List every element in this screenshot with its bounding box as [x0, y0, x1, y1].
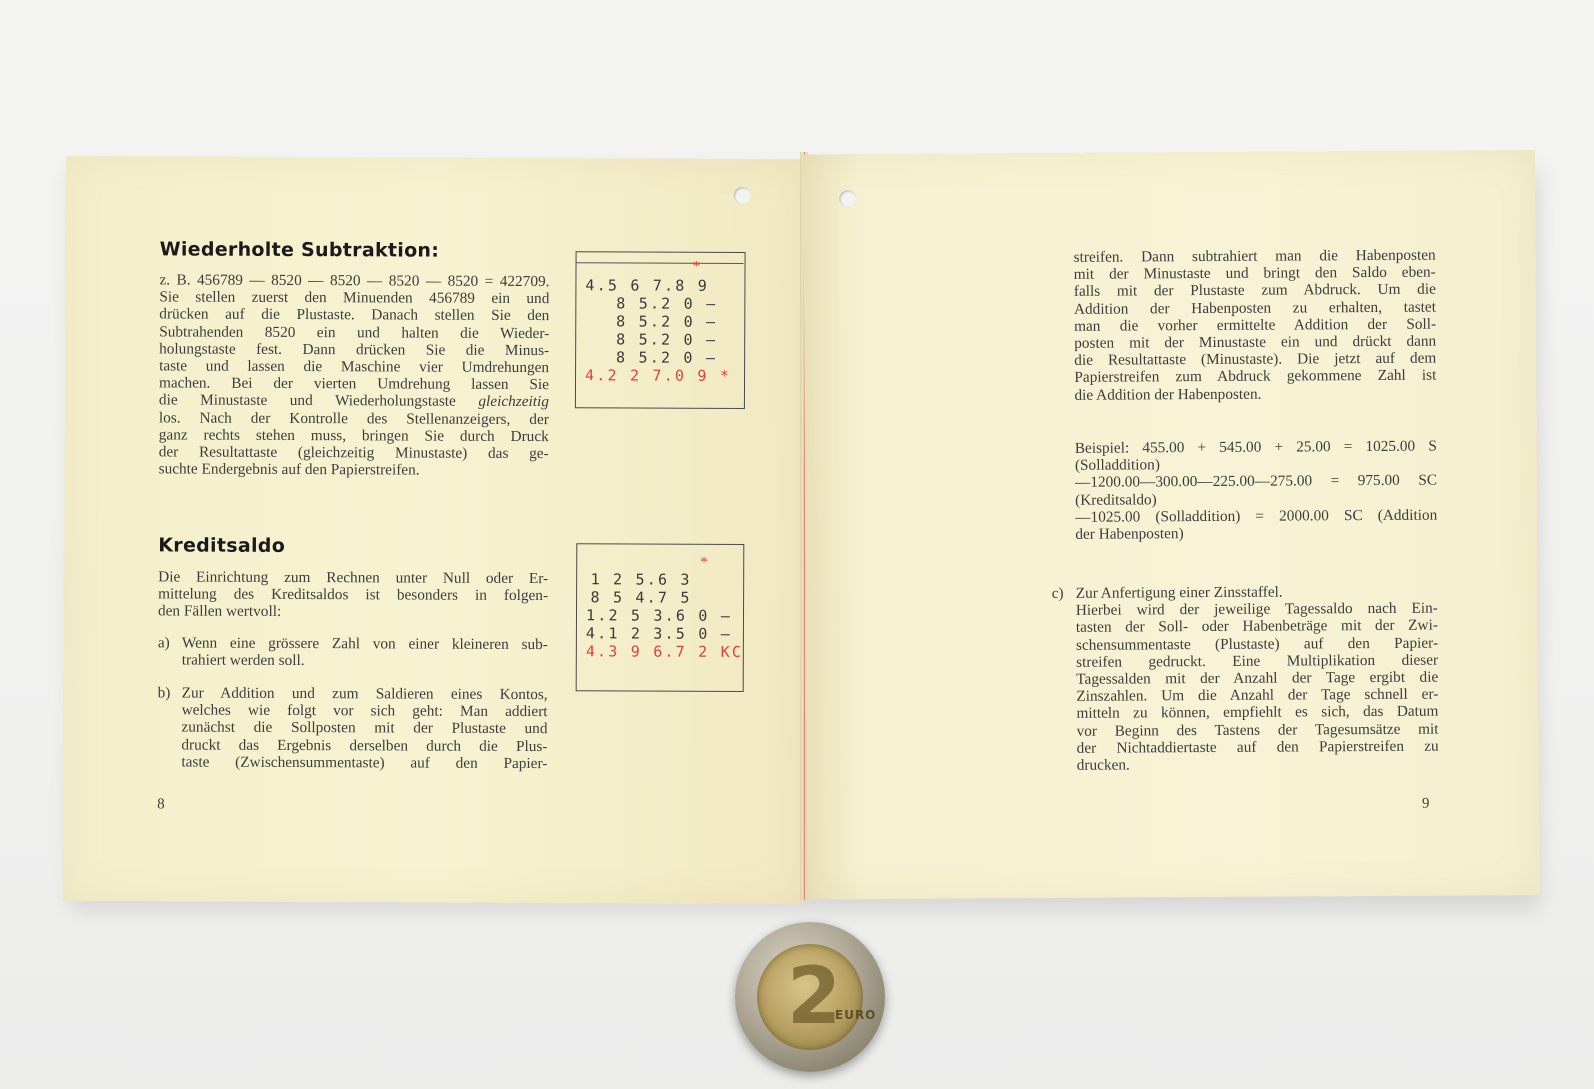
subtraction-paragraph [159, 271, 550, 479]
coin-label: EURO [835, 1008, 877, 1022]
punch-hole-right [839, 190, 856, 207]
list-marker: c) [1051, 584, 1064, 602]
left-page [63, 156, 806, 904]
text-line: Wenn eine grössere Zahl von einer kleineren sub- [181, 634, 548, 654]
text-line: Papierstreifen zum Abdruck gekommene Zahl ist [1074, 366, 1437, 387]
star-mark: * [692, 258, 701, 275]
text-line: (Solladdition) [1074, 456, 1160, 475]
text-line: die Addition der Habenposten. [1074, 385, 1262, 404]
text-line: drücken auf die Plustaste. Danach stellen Sie den [159, 305, 550, 325]
text-line: der Resultattaste (gleichzeitig Minustaste) das ge- [158, 443, 549, 462]
heading-subtraction: Wiederholte Subtraktion: [159, 238, 440, 262]
list-marker: a) [157, 634, 170, 652]
text-line: trahiert werden soll. [181, 651, 305, 670]
credit-intro [158, 568, 548, 621]
text-line: streifen. Dann subtrahiert man die Habenposten [1073, 246, 1436, 266]
text-line: (Kreditsaldo) [1075, 490, 1157, 509]
star-mark: * [700, 554, 708, 571]
text-line: Subtrahenden 8520 ein und halten die Wieder- [159, 322, 550, 342]
strip-result: 4.3 9 6.7 2 KC [585, 642, 744, 661]
strip-subtraction-lines [585, 276, 732, 385]
strip-line: 8 5.2 0 – [616, 330, 718, 349]
page-number-right: 9 [1421, 795, 1430, 812]
text-line: los. Nach der Kontrolle des Stellenanzeigers, der [158, 408, 549, 428]
text-line: Beispiel: 455.00 + 545.00 + 25.00 = 1025.00 S [1074, 437, 1437, 457]
text-line: Zur Addition und zum Saldieren eines Kontos, [181, 684, 548, 704]
list-item-c [1052, 583, 1439, 774]
page-number-left: 8 [157, 796, 165, 813]
text-line: posten mit der Minustaste ein und drückt dann [1074, 332, 1437, 352]
text-line: taste und lassen die Maschine vier Umdrehungen [159, 357, 550, 377]
text-fragment: die Minustaste und Wiederholungstaste [158, 391, 456, 411]
text-line: —1025.00 (Solladdition) = 2000.00 SC (Addition [1075, 506, 1438, 526]
text-line: Die Einrichtung zum Rechnen unter Null oder Er- [158, 568, 549, 588]
strip-line: 1 2 5.6 3 [590, 570, 715, 589]
text-line: druckt das Ergebnis derselben durch die Plus- [181, 736, 548, 755]
strip-result: 4.2 2 7.0 9 * [585, 366, 732, 385]
text-line: der Nichtaddiertaste auf den Papierstreifen zu [1076, 737, 1439, 757]
text-line: Tagessalden mit der Anzahl der Tage ergibt die [1076, 668, 1439, 688]
text-line: falls mit der Plustaste zum Abdruck. Um die [1073, 280, 1436, 301]
text-line: —1200.00—300.00—225.00—275.00 = 975.00 SC [1074, 471, 1438, 492]
text-line: Sie stellen zuerst den Minuenden 456789 ein und [159, 288, 550, 308]
coin-numeral: 2 [787, 952, 842, 1042]
punch-hole-left [734, 187, 751, 204]
heading-credit: Kreditsaldo [158, 534, 286, 557]
text-line: schensummentaste (Plustaste) auf den Papier- [1075, 634, 1439, 654]
text-line: tasten der Soll- oder Habenbeträge mit der Zwi- [1075, 616, 1438, 637]
text-line: holungstaste fest. Dann drücken Sie die Minus- [159, 340, 550, 359]
text-line: welches wie folgt vor sich geht: Man addiert [181, 701, 548, 721]
right-page [803, 150, 1540, 899]
list-item-a [158, 634, 548, 670]
text-line: mitteln zu können, empfiehlt es sich, das Datum [1076, 702, 1439, 723]
strip-line: 4.5 6 7.8 9 [585, 276, 732, 295]
text-line: zunächst die Sollposten mit der Plustaste und [181, 718, 548, 738]
text-line: streifen gedruckt. Eine Multiplikation dieser [1076, 651, 1439, 671]
text-line: den Fällen wertvoll: [157, 602, 282, 621]
text-line: machen. Bei der vierten Umdrehung lassen Sie [158, 374, 550, 394]
coin-center [757, 944, 877, 1050]
text-line: mit der Minustaste und bringt den Saldo eben- [1073, 263, 1436, 284]
strip-line: 8 5.2 0 – [616, 348, 718, 367]
strip-line: 8 5.2 0 – [616, 312, 718, 331]
text-line: drucken. [1076, 756, 1130, 774]
two-euro-coin [735, 922, 885, 1072]
text-line: Zur Anfertigung einer Zinsstaffel. [1075, 583, 1283, 602]
list-item-b [157, 684, 547, 772]
text-line: suchte Endergebnis auf den Papierstreifen. [158, 460, 420, 479]
text-line: man die vorher ermittelte Addition der Soll- [1074, 315, 1437, 335]
text-line: taste (Zwischensummentaste) auf den Papier- [181, 753, 548, 772]
strip-line: 1.2 5 3.6 0 – [585, 606, 733, 625]
text-line: vor Beginn des Tastens der Tagesumsätze mit [1076, 720, 1439, 740]
list-marker: b) [157, 684, 171, 702]
strip-credit-lines [585, 570, 744, 661]
continuation-paragraph [1074, 247, 1437, 404]
text-line: Zinszahlen. Um die Anzahl der Tage schnell er- [1076, 685, 1439, 705]
strip-line: 4.1 2 3.5 0 – [585, 624, 732, 643]
strip-line: 8 5.2 0 – [616, 294, 718, 313]
text-line: der Habenposten) [1075, 525, 1184, 543]
text-line: Addition der Habenposten zu erhalten, tastet [1073, 298, 1437, 318]
text-line: mittelung des Kreditsaldos ist besonders in folgen- [158, 585, 549, 605]
strip-line: 8 5 4.7 5 [590, 588, 715, 607]
text-line: Hierbei wird der jeweilige Tagessaldo nach Ein- [1075, 599, 1438, 620]
example-block [1075, 438, 1438, 543]
text-line: z. B. 456789 — 8520 — 8520 — 8520 — 8520 = 422709. [159, 271, 550, 291]
text-line: die Resultattaste (Minustaste). Die jetzt auf dem [1074, 349, 1437, 369]
text-line-with-emphasis [159, 392, 549, 411]
emphasis-word: gleichzeitig [478, 393, 549, 411]
text-line: ganz rechts stehen muss, bringen Sie durch Druck [158, 426, 549, 445]
